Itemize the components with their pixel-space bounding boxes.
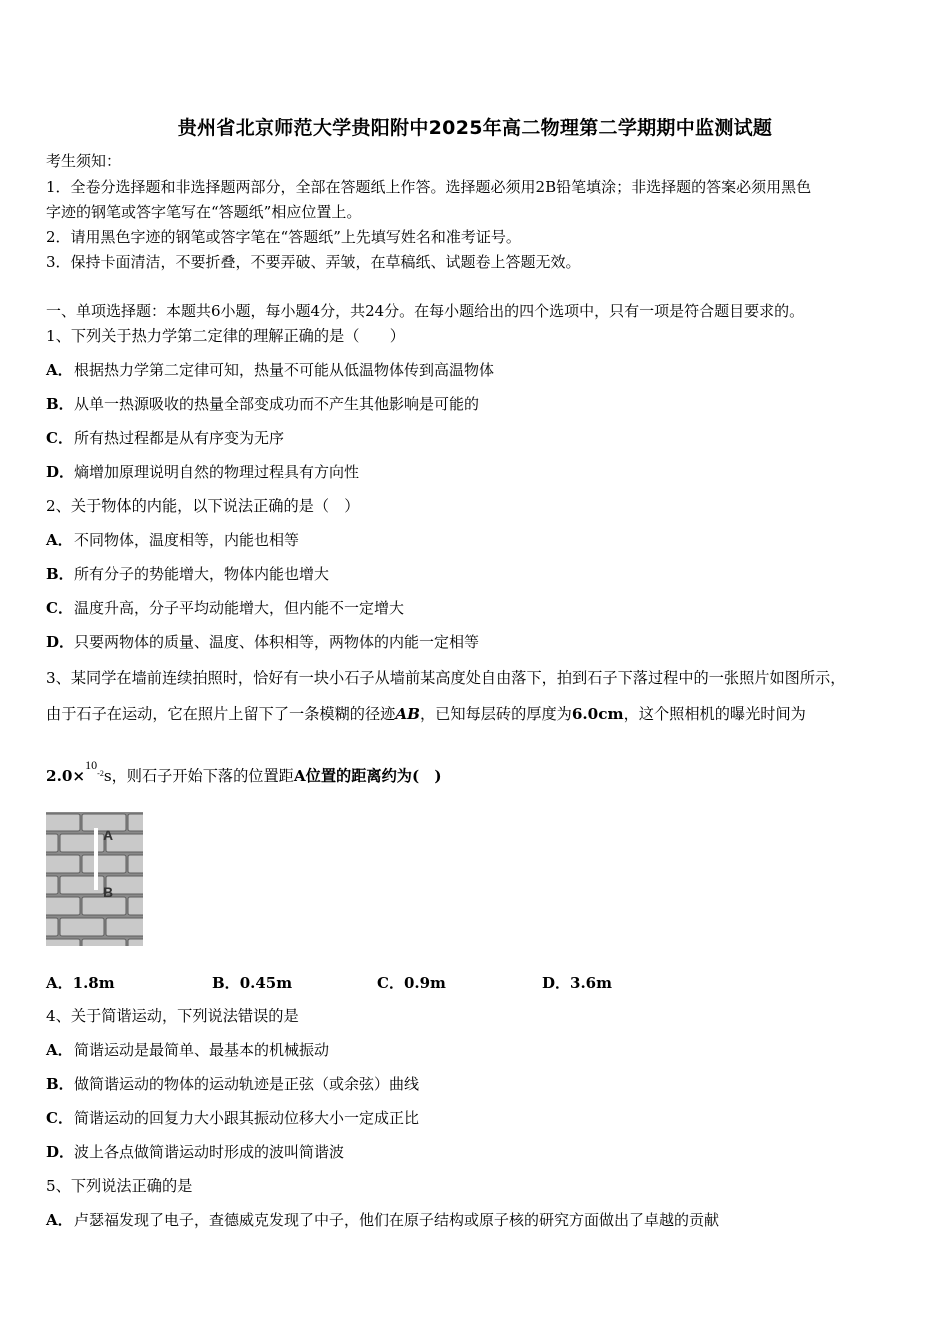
option-text: 简谐运动的回复力大小跟其振动位移大小一定成正比 [74, 1109, 420, 1127]
option-text: 卢瑟福发现了电子，查德威克发现了中子，他们在原子结构或原子核的研究方面做出了卓越的贡献 [74, 1211, 720, 1229]
option-label: D． [46, 633, 75, 651]
question-4-option-b [46, 1074, 419, 1094]
point-label: A [293, 767, 306, 785]
blur-track-ab [94, 828, 98, 890]
notice-heading: 考生须知： [46, 152, 122, 170]
option-text: 波上各点做简谐运动时形成的波叫简谐波 [74, 1143, 345, 1161]
question-3-stem-line-2 [46, 704, 806, 724]
brick-thickness: 6.0cm [571, 705, 624, 723]
exposure-coefficient: 2.0× [46, 767, 86, 785]
question-4-option-a [46, 1040, 329, 1060]
option-value: 0.9m [403, 974, 446, 992]
option-text: 所有热过程都是从有序变为无序 [74, 429, 285, 447]
notice-item-3: 3．保持卡面清洁，不要折叠，不要弄破、弄皱，在草稿纸、试题卷上答题无效。 [46, 253, 581, 271]
option-value: 0.45m [239, 974, 293, 992]
path-label: AB [395, 705, 420, 723]
question-3-exposure-line [46, 758, 442, 789]
stem-text: s，则石子开始下落的位置距 [103, 767, 294, 785]
option-label: A． [46, 974, 73, 992]
option-label: C． [46, 599, 73, 617]
option-text: 所有分子的势能增大，物体内能也增大 [74, 565, 330, 583]
option-label: B． [46, 1075, 74, 1093]
question-1-option-b [46, 394, 479, 414]
option-value: 3.6m [570, 974, 612, 992]
question-1-option-a [46, 360, 494, 380]
notice-item-2: 2．请用黑色字迹的钢笔或答字笔在“答题纸”上先填写姓名和准考证号。 [46, 228, 521, 246]
option-value: 1.8m [72, 974, 115, 992]
question-2-stem: 2、关于物体的内能，以下说法正确的是（ ） [46, 497, 360, 515]
figure-label-b: B [103, 884, 114, 900]
question-2-option-d [46, 632, 479, 652]
question-3-option-b [212, 972, 292, 993]
notice-item-1-cont: 字迹的钢笔或答字笔写在“答题纸”相应位置上。 [46, 203, 362, 221]
option-text: 从单一热源吸收的热量全部变成功而不产生其他影响是可能的 [74, 395, 480, 413]
notice-item-1: 1．全卷分选择题和非选择题两部分，全部在答题纸上作答。选择题必须用2B铅笔填涂；非选择题的答案必须用黑色 [46, 178, 812, 196]
exposure-base: 10 [85, 758, 98, 772]
option-text: 熵增加原理说明自然的物理过程具有方向性 [74, 463, 360, 481]
question-1-stem: 1、下列关于热力学第二定律的理解正确的是（ ） [46, 327, 405, 345]
question-3-option-a [46, 972, 115, 993]
option-label: B． [212, 974, 240, 992]
exposure-exponent: -2 [97, 769, 104, 778]
question-1-option-c [46, 428, 284, 448]
stem-text: 由于石子在运动，它在照片上留下了一条模糊的径迹 [46, 705, 396, 723]
option-text: 根据热力学第二定律可知，热量不可能从低温物体传到高温物体 [74, 361, 495, 379]
option-label: C． [377, 974, 404, 992]
stem-text: ，这个照相机的曝光时间为 [623, 705, 806, 723]
question-2-option-c [46, 598, 404, 618]
option-label: C． [46, 429, 73, 447]
question-5-option-a [46, 1210, 719, 1230]
option-text: 做简谐运动的物体的运动轨迹是正弦（或余弦）曲线 [74, 1075, 420, 1093]
option-text: 温度升高，分子平均动能增大，但内能不一定增大 [74, 599, 405, 617]
question-4-option-d [46, 1142, 344, 1162]
option-text: 不同物体，温度相等，内能也相等 [74, 531, 300, 549]
question-1-option-d [46, 462, 359, 482]
page-title: 贵州省北京师范大学贵阳附中2025年高二物理第二学期期中监测试题 [177, 117, 773, 139]
question-4-option-c [46, 1108, 419, 1128]
option-label: A． [46, 1041, 73, 1059]
option-label: D． [542, 974, 571, 992]
stem-text: ，已知每层砖的厚度为 [419, 705, 572, 723]
option-label: A． [46, 531, 73, 549]
option-label: A． [46, 1211, 73, 1229]
option-text: 只要两物体的质量、温度、体积相等，两物体的内能一定相等 [74, 633, 480, 651]
option-label: D． [46, 463, 75, 481]
question-5-stem: 5、下列说法正确的是 [46, 1177, 193, 1195]
question-2-option-a [46, 530, 299, 550]
question-3-option-d [542, 972, 612, 993]
section-heading: 一、单项选择题：本题共6小题，每小题4分，共24分。在每小题给出的四个选项中，只有一项是符合题目要求的。 [46, 302, 805, 320]
option-label: D． [46, 1143, 75, 1161]
brick-wall-figure [46, 812, 143, 946]
question-2-option-b [46, 564, 329, 584]
option-label: B． [46, 565, 74, 583]
stem-text: 位置的距离约为( ) [305, 767, 442, 785]
question-3-stem-line-1: 3、某同学在墙前连续拍照时，恰好有一块小石子从墙前某高度处自由落下，拍到石子下落过程中的一张照片如图所示， [46, 669, 846, 687]
option-text: 简谐运动是最简单、最基本的机械振动 [74, 1041, 330, 1059]
question-4-stem: 4、关于简谐运动，下列说法错误的是 [46, 1007, 299, 1025]
option-label: A． [46, 361, 73, 379]
option-label: C． [46, 1109, 73, 1127]
option-label: B． [46, 395, 74, 413]
question-3-option-c [377, 972, 446, 993]
figure-label-a: A [103, 827, 114, 843]
